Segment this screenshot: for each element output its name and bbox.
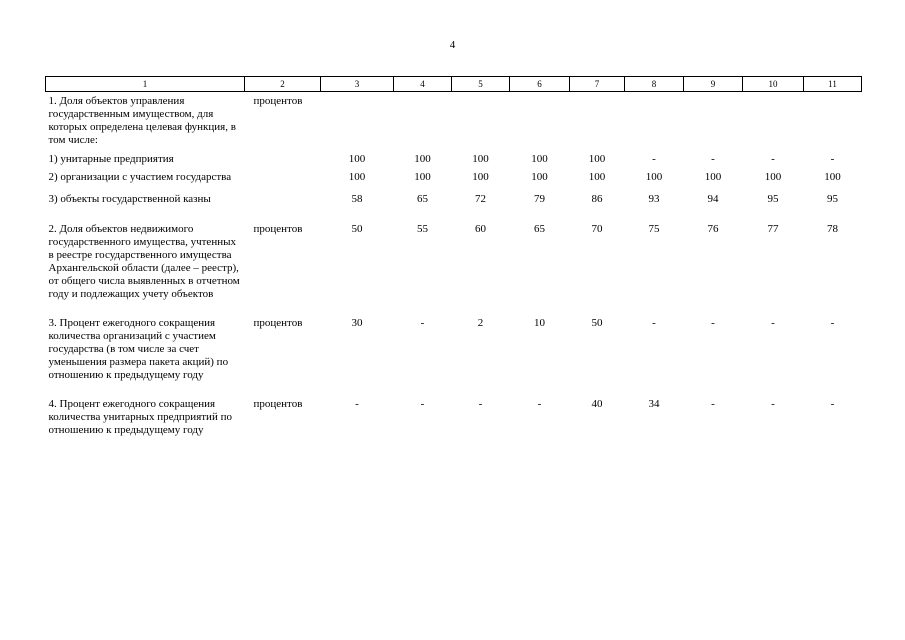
value-cell: - [771, 398, 775, 410]
indicator-unit: процентов [253, 223, 303, 235]
value-cell: 34 [648, 398, 660, 410]
value-cell: - [711, 317, 715, 329]
value-cell: - [355, 398, 359, 410]
indicator-unit: процентов [253, 398, 303, 410]
column-header-4: 4 [394, 77, 452, 92]
value-cell [321, 92, 394, 148]
indicator-name: 3) объекты государственной казны [48, 193, 211, 205]
table-body [46, 92, 862, 438]
value-cell: 100 [472, 171, 489, 183]
column-header-2: 2 [245, 77, 321, 92]
value-cell: 77 [767, 223, 779, 235]
value-cell: 100 [824, 171, 841, 183]
value-cell: 50 [591, 317, 603, 329]
column-header-7: 7 [570, 77, 625, 92]
value-cell: 100 [472, 153, 489, 165]
value-cell: - [830, 398, 835, 410]
indicator-name: 4. Процент ежегодного сокращения количества унитарных предприятий по отношению к предыдущему году [48, 398, 232, 436]
value-cell: 100 [531, 153, 548, 165]
value-cell: 93 [648, 193, 660, 205]
column-header-5: 5 [452, 77, 510, 92]
value-cell [804, 92, 862, 148]
value-cell [452, 92, 510, 148]
value-cell: 79 [534, 193, 545, 205]
value-cell: - [830, 153, 835, 165]
value-cell: 100 [704, 171, 722, 183]
indicator-unit: процентов [253, 317, 303, 329]
value-cell: 100 [645, 171, 663, 183]
table-row [46, 147, 862, 166]
value-cell: - [478, 398, 483, 410]
value-cell: 100 [531, 171, 548, 183]
value-cell [743, 92, 804, 148]
indicator-unit [245, 147, 321, 166]
column-header-9: 9 [684, 77, 743, 92]
column-header-11: 11 [804, 77, 862, 92]
page-number: 4 [449, 39, 456, 51]
header-row [46, 77, 862, 92]
value-cell: 100 [764, 171, 782, 183]
value-cell: 30 [351, 317, 363, 329]
value-cell: 2 [477, 317, 484, 329]
value-cell: 75 [648, 223, 660, 235]
value-cell: 94 [707, 193, 719, 205]
table-row [46, 166, 862, 184]
value-cell: 78 [827, 223, 838, 235]
table-header [46, 77, 862, 92]
indicator-name: 1. Доля объектов управления государственным имуществом, для которых определена целевая функция, в том числе: [48, 95, 236, 146]
value-cell [625, 92, 684, 148]
value-cell: - [711, 153, 715, 165]
indicator-name: 2) организации с участием государства [48, 171, 232, 183]
indicator-unit [245, 184, 321, 206]
indicator-name: 1) унитарные предприятия [48, 153, 174, 165]
value-cell [570, 92, 625, 148]
value-cell: 100 [588, 171, 606, 183]
value-cell: 100 [348, 153, 366, 165]
table-row [46, 184, 862, 206]
value-cell: - [652, 153, 656, 165]
indicator-unit [245, 166, 321, 184]
column-header-10: 10 [743, 77, 804, 92]
value-cell: 86 [591, 193, 603, 205]
value-cell: 100 [414, 171, 431, 183]
value-cell: - [537, 398, 542, 410]
value-cell: - [771, 153, 775, 165]
column-header-3: 3 [321, 77, 394, 92]
value-cell [510, 92, 570, 148]
column-header-8: 8 [625, 77, 684, 92]
table-row [46, 206, 862, 301]
table-row [46, 92, 862, 148]
value-cell: 100 [588, 153, 606, 165]
value-cell: - [771, 317, 775, 329]
value-cell: - [420, 398, 425, 410]
value-cell: 65 [417, 193, 428, 205]
value-cell: 76 [707, 223, 719, 235]
value-cell: 65 [534, 223, 545, 235]
value-cell [684, 92, 743, 148]
value-cell: 60 [475, 223, 486, 235]
value-cell: 50 [351, 223, 363, 235]
indicator-name: 3. Процент ежегодного сокращения количества организаций с участием государства (в том числе за счет уменьшения размера пакета акций) по отношению к предыдущему году [48, 317, 229, 381]
value-cell: 95 [767, 193, 779, 205]
value-cell: - [830, 317, 835, 329]
value-cell: 58 [351, 193, 363, 205]
value-cell: 72 [475, 193, 486, 205]
column-header-6: 6 [510, 77, 570, 92]
value-cell: - [711, 398, 715, 410]
table-row [46, 382, 862, 437]
value-cell: 70 [591, 223, 603, 235]
value-cell: 10 [534, 317, 545, 329]
value-cell: - [652, 317, 656, 329]
table-row [46, 301, 862, 382]
value-cell: 40 [591, 398, 603, 410]
indicators-table [45, 76, 862, 437]
value-cell [394, 92, 452, 148]
value-cell: 95 [827, 193, 838, 205]
indicator-name: 2. Доля объектов недвижимого государственного имущества, учтенных в реестре государственного имущества Архангельской области (далее – реестр), от общего числа выявленных в отчетном году и подлежащих учету объектов [48, 223, 240, 300]
value-cell: 55 [417, 223, 428, 235]
value-cell: 100 [414, 153, 431, 165]
value-cell: 100 [348, 171, 366, 183]
indicator-unit: процентов [253, 95, 303, 107]
value-cell: - [420, 317, 425, 329]
column-header-1: 1 [46, 77, 245, 92]
